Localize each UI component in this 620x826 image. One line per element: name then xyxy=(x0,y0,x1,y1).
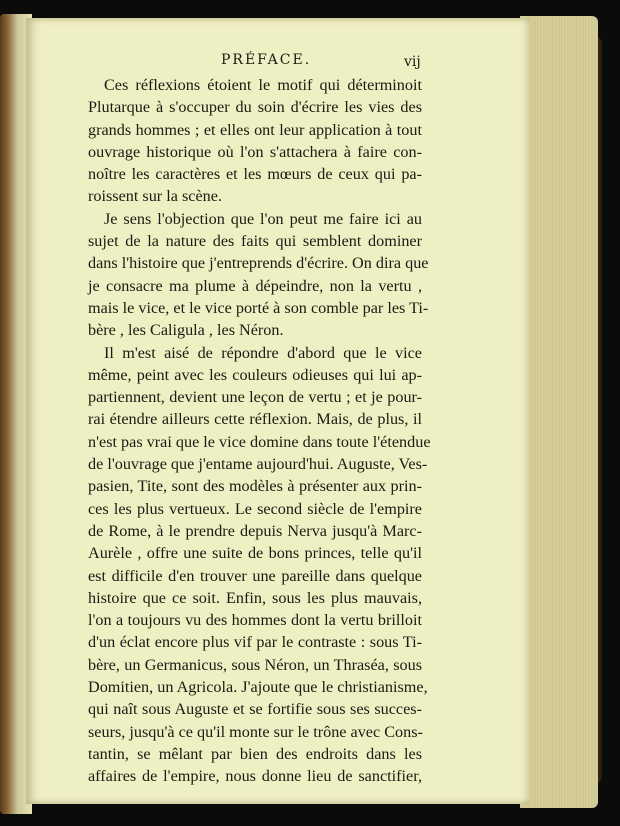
page-number: vij xyxy=(404,54,421,70)
text-line: bère , les Caligula , les Néron. xyxy=(88,321,284,340)
text-line: grands hommes ; et elles ont leur application à tout xyxy=(88,120,422,139)
text-line: sujet de la nature des faits qui semblent dominer xyxy=(88,232,422,251)
text-line: noître les caractères et les mœurs de ceux qui pa- xyxy=(88,165,422,184)
text-line: même, peint avec les couleurs odieuses qui lui ap- xyxy=(88,365,422,384)
text-line: affaires de l'empire, nous donne lieu de sanctifier, xyxy=(88,767,422,786)
book-page xyxy=(26,18,530,804)
text-line: Il m'est aisé de répondre d'abord que le vice xyxy=(104,343,422,362)
text-line: dans l'histoire que j'entreprends d'écrire. On dira que xyxy=(88,254,429,273)
text-line: seurs, jusqu'à ce qu'il monte sur le trône avec Cons- xyxy=(88,722,423,741)
text-line: Aurèle , offre une suite de bons princes, telle qu'il xyxy=(88,544,422,563)
text-line: Ces réflexions étoient le motif qui déterminoit xyxy=(104,76,422,94)
text-line: pasien, Tite, sont des modèles à présenter aux prin- xyxy=(88,477,422,496)
text-line: Domitien, un Agricola. J'ajoute que le christianisme, xyxy=(88,678,428,697)
text-line: l'on a toujours vu des hommes dont la vertu brilloit xyxy=(88,611,422,630)
text-line: n'est pas vrai que le vice domine dans toute l'étendue xyxy=(88,432,431,451)
text-line: rai étendre ailleurs cette réflexion. Mais, de plus, il xyxy=(88,410,422,429)
text-line: qui naît sous Auguste et se fortifie sous ses succes- xyxy=(88,700,422,719)
text-line: Je sens l'objection que l'on peut me faire ici au xyxy=(104,209,422,228)
text-line: d'un éclat encore plus vif par le contraste : sous Ti- xyxy=(88,633,422,652)
body-text xyxy=(88,74,431,788)
text-line: est difficile d'en trouver une pareille dans quelque xyxy=(88,566,422,585)
page-stack xyxy=(520,16,598,808)
text-line: mais le vice, et le vice porté à son comble par les Ti- xyxy=(88,298,429,317)
text-line: tantin, se mêlant par bien des endroits dans les xyxy=(88,744,422,763)
text-line: de Rome, à le prendre depuis Nerva jusqu'à Marc- xyxy=(88,521,422,540)
text-line: histoire que ce soit. Enfin, sous les plus mauvais, xyxy=(88,588,422,607)
text-line: roissent sur la scène. xyxy=(88,187,222,206)
text-line: ces les plus vertueux. Le second siècle de l'empire xyxy=(88,499,422,518)
text-line: ouvrage historique où l'on s'attachera à faire con- xyxy=(88,142,422,161)
text-line: je consacre ma plume à dépeindre, non la vertu , xyxy=(88,276,422,295)
text-line: bère, un Germanicus, sous Néron, un Thraséa, sous xyxy=(88,655,422,674)
running-head: PRÉFACE. xyxy=(221,52,312,68)
text-line: partiennent, devient une leçon de vertu ; et je pour- xyxy=(88,388,422,407)
text-line: Plutarque à s'occuper du soin d'écrire les vies des xyxy=(88,98,422,117)
text-line: de l'ouvrage que j'entame aujourd'hui. Auguste, Ves- xyxy=(88,455,428,474)
